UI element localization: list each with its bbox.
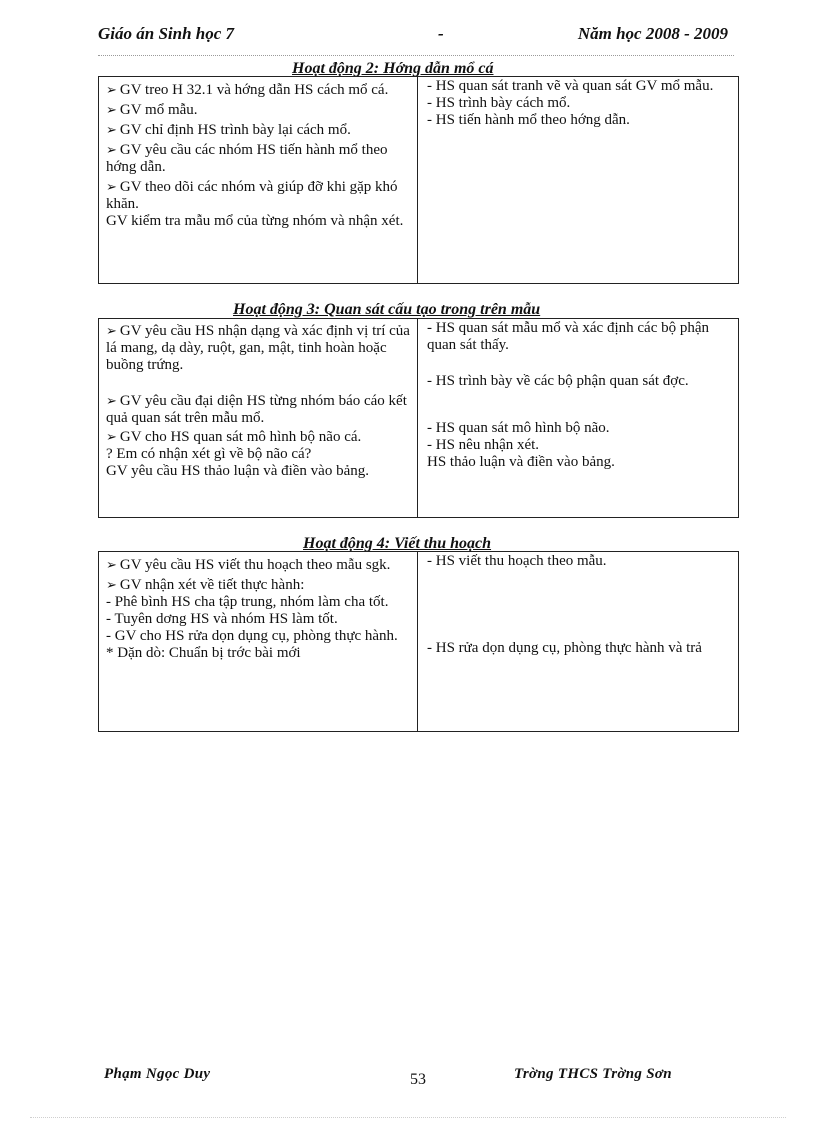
arrow-bullet-icon: ➢	[106, 324, 117, 339]
section-title-activity-4: Hoạt động 4: Viết thu hoạch	[303, 535, 492, 552]
arrow-bullet-icon: ➢	[106, 578, 117, 593]
header-dotted-rule	[98, 55, 734, 56]
list-item: ➢ GV yêu cầu HS nhận dạng và xác định vị trí của lá mang, dạ dày, ruột, gan, mật, tinh hoàn hoặc buồng trứng.	[106, 323, 410, 373]
list-item: - HS rửa dọn dụng cụ, phòng thực hành và trả	[427, 640, 702, 656]
footer-dotted-rule	[30, 1117, 786, 1118]
arrow-bullet-icon: ➢	[106, 83, 117, 98]
activity-2-teacher-column	[99, 77, 418, 283]
activity-4-student-column	[418, 552, 738, 731]
footer-author: Phạm Ngọc Duy	[104, 1066, 211, 1082]
list-item: ➢ GV theo dõi các nhóm và giúp đỡ khi gặp khó khăn.	[106, 179, 398, 212]
page-header	[98, 24, 730, 48]
list-item: * Dặn dò: Chuẩn bị trớc bài mới	[106, 645, 301, 661]
list-item: ➢ GV cho HS quan sát mô hình bộ não cá.	[106, 429, 362, 445]
arrow-bullet-icon: ➢	[106, 430, 117, 445]
arrow-bullet-icon: ➢	[106, 143, 117, 158]
activity-3-table	[98, 318, 739, 518]
activity-2-student-column	[418, 77, 738, 283]
list-item: - HS quan sát tranh vẽ và quan sát GV mổ mẫu.	[427, 78, 714, 94]
arrow-bullet-icon: ➢	[106, 123, 117, 138]
footer-school: Trờng THCS Trờng Sơn	[514, 1066, 672, 1082]
list-item: GV yêu cầu HS thảo luận và điền vào bảng.	[106, 463, 369, 479]
header-school-year: Năm học 2008 - 2009	[577, 24, 728, 43]
section-title-activity-2: Hoạt động 2: Hớng dẫn mổ cá	[292, 60, 494, 77]
list-item: - HS trình bày về các bộ phận quan sát đợc.	[427, 373, 689, 389]
arrow-bullet-icon: ➢	[106, 394, 117, 409]
list-item: ➢ GV treo H 32.1 và hớng dẫn HS cách mổ cá.	[106, 82, 389, 98]
activity-2-table	[98, 76, 739, 284]
section-title-activity-3: Hoạt động 3: Quan sát cấu tạo trong trên mẫu	[233, 301, 541, 318]
list-item: ➢ GV yêu cầu đại diện HS từng nhóm báo cáo kết quả quan sát trên mẫu mổ.	[106, 393, 407, 426]
arrow-bullet-icon: ➢	[106, 180, 117, 195]
list-item: - HS quan sát mô hình bộ não.	[427, 420, 610, 436]
arrow-bullet-icon: ➢	[106, 103, 117, 118]
page-number: 53	[410, 1071, 426, 1088]
arrow-bullet-icon: ➢	[106, 558, 117, 573]
header-subject: Giáo án Sinh học 7	[98, 24, 235, 43]
activity-4-table	[98, 551, 739, 732]
list-item: HS thảo luận và điền vào bảng.	[427, 454, 615, 470]
activity-3-student-column	[418, 319, 738, 517]
list-item: - HS viết thu hoạch theo mẫu.	[427, 553, 607, 569]
list-item: - GV cho HS rửa dọn dụng cụ, phòng thực hành.	[106, 628, 398, 644]
list-item: - Phê bình HS cha tập trung, nhóm làm cha tốt.	[106, 594, 389, 610]
list-item: - HS trình bày cách mổ.	[427, 95, 571, 111]
header-separator: -	[438, 24, 444, 43]
activity-3-teacher-column	[99, 319, 418, 517]
list-item: - HS nêu nhận xét.	[427, 437, 540, 453]
list-item: ➢ GV mổ mẫu.	[106, 102, 198, 118]
list-item: GV kiểm tra mẫu mổ của từng nhóm và nhận xét.	[106, 213, 404, 229]
list-item: - HS quan sát mẫu mổ và xác định các bộ phận quan sát thấy.	[427, 320, 710, 353]
activity-4-teacher-column	[99, 552, 418, 731]
list-item: ➢ GV yêu cầu HS viết thu hoạch theo mẫu sgk.	[106, 557, 391, 573]
list-item: - Tuyên dơng HS và nhóm HS làm tốt.	[106, 611, 338, 627]
list-item: ? Em có nhận xét gì về bộ não cá?	[106, 446, 312, 462]
list-item: ➢ GV yêu cầu các nhóm HS tiến hành mổ theo hớng dẫn.	[106, 142, 388, 175]
list-item: ➢ GV chỉ định HS trình bày lại cách mổ.	[106, 122, 351, 138]
list-item: ➢ GV nhận xét về tiết thực hành:	[106, 577, 305, 593]
list-item: - HS tiến hành mổ theo hớng dẫn.	[427, 112, 630, 128]
